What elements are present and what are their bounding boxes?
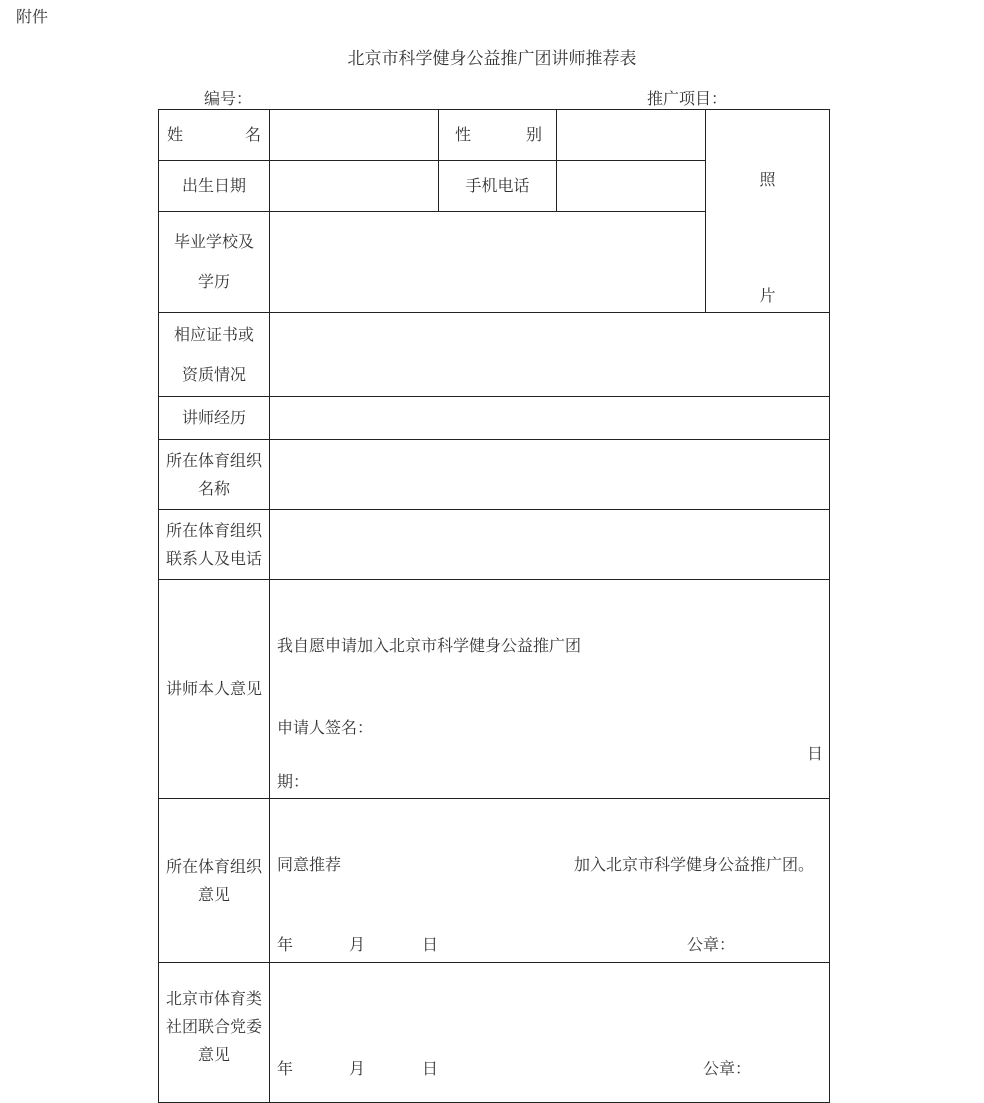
certificate-label [159,313,270,397]
birth-date-field[interactable] [270,161,439,212]
school-label-line-2: 学历 [197,272,230,291]
name-label-char-1: 姓 [167,125,184,144]
party-label-line-2: 社团联合党委 [165,1017,262,1036]
agree-recommend-text: 同意推荐 [277,855,342,874]
org-contact-label-line-2: 联系人及电话 [165,548,262,568]
self-opinion-statement: 我自愿申请加入北京市科学健身公益推广团 [277,636,582,655]
org-opinion-month: 月 [349,935,366,954]
org-opinion-seal: 公章： [687,935,736,954]
party-label-line-1: 北京市体育类 [165,989,262,1008]
party-opinion-seal: 公章： [703,1059,752,1078]
gender-label-char-1: 性 [455,125,472,144]
party-committee-opinion-field[interactable] [270,963,830,1103]
self-opinion-field[interactable] [270,580,830,799]
school-field[interactable] [270,212,706,313]
org-opinion-label [159,799,270,963]
certificate-field[interactable] [270,313,830,397]
party-committee-opinion-label [159,963,270,1103]
attachment-label: 附件 [16,7,49,26]
school-label-line-1: 毕业学校及 [173,232,254,251]
date-label-qi: 期： [277,772,310,791]
name-label-cell [159,110,270,161]
org-name-label [159,440,270,510]
org-opinion-label-line-2: 意见 [197,884,230,904]
photo-label-top: 照 [759,170,776,189]
org-name-label-line-2: 名称 [197,478,230,498]
party-opinion-month: 月 [349,1059,366,1078]
name-field[interactable] [270,110,439,161]
experience-label: 讲师经历 [159,397,270,440]
party-opinion-year: 年 [277,1059,294,1078]
birth-date-label: 出生日期 [159,161,270,212]
party-label-line-3: 意见 [197,1045,230,1064]
photo-label-bottom: 片 [759,286,776,305]
org-contact-field[interactable] [270,510,830,580]
photo-cell[interactable] [706,110,830,313]
serial-number-label: 编号： [204,89,253,108]
org-opinion-day: 日 [422,935,439,954]
name-label-char-2: 名 [244,125,261,144]
org-name-label-line-1: 所在体育组织 [165,450,262,470]
gender-label-char-2: 别 [525,125,542,144]
experience-field[interactable] [270,397,830,440]
org-contact-label [159,510,270,580]
certificate-label-line-1: 相应证书或 [173,324,254,344]
org-contact-label-line-1: 所在体育组织 [165,520,262,540]
promotion-project-label: 推广项目： [647,89,728,108]
org-opinion-year: 年 [277,935,294,954]
party-opinion-day: 日 [422,1059,439,1078]
form-title: 北京市科学健身公益推广团讲师推荐表 [347,49,637,69]
certificate-label-line-2: 资质情况 [181,364,246,384]
gender-label-cell [439,110,557,161]
school-label [159,212,270,313]
org-opinion-field[interactable] [270,799,830,963]
self-opinion-label: 讲师本人意见 [159,580,270,799]
date-label-ri: 日 [806,744,823,763]
gender-field[interactable] [557,110,706,161]
org-name-field[interactable] [270,440,830,510]
join-team-text: 加入北京市科学健身公益推广团。 [574,855,815,874]
org-opinion-label-line-1: 所在体育组织 [165,856,262,876]
recommendation-form-table [158,109,830,1103]
applicant-signature-label: 申请人签名： [277,718,374,737]
phone-label: 手机电话 [439,161,557,212]
phone-field[interactable] [557,161,706,212]
